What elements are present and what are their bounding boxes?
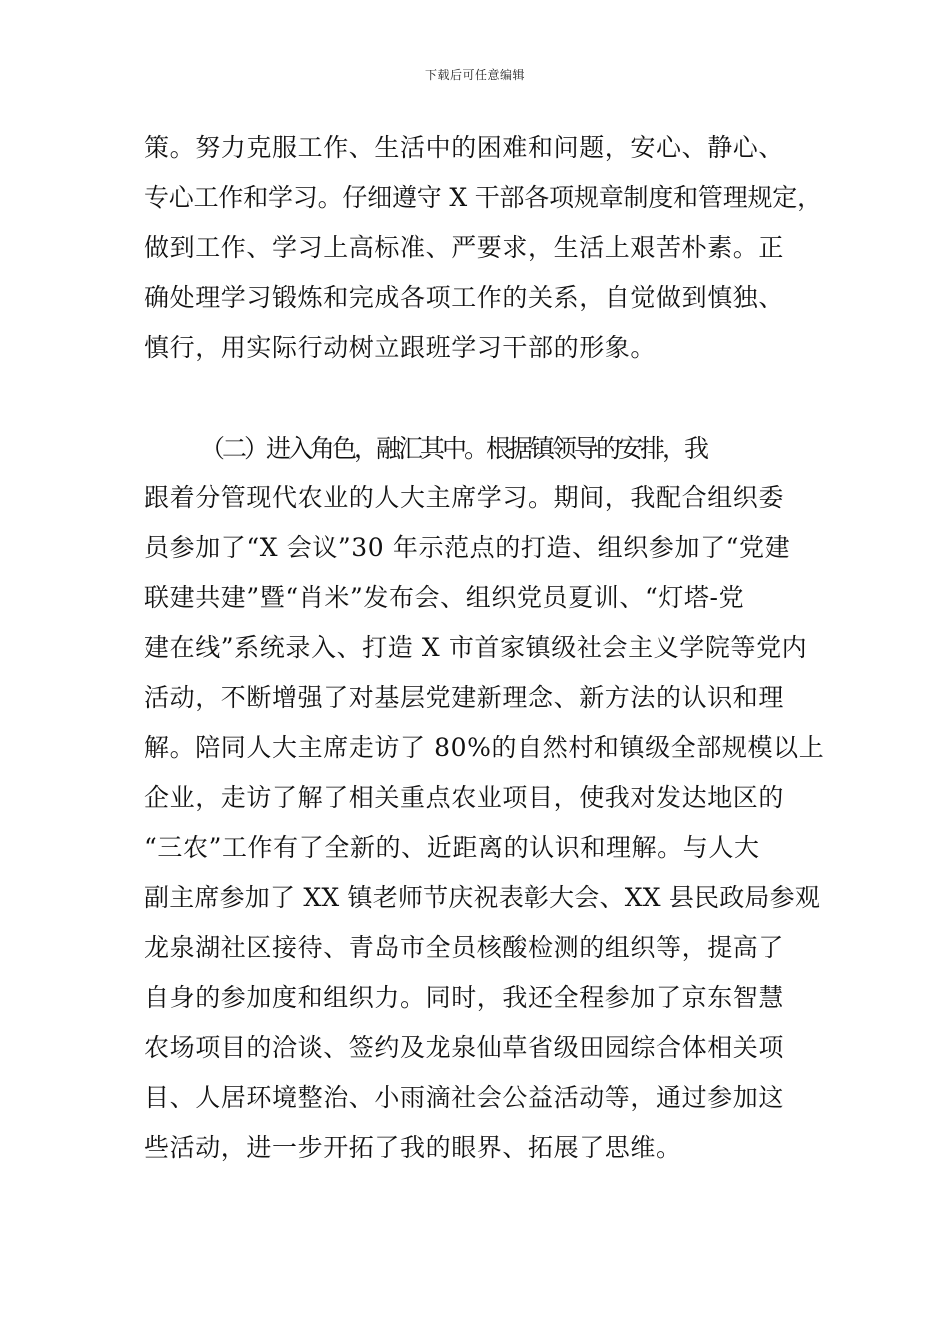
paragraph-line: 农场项目的洽谈、签约及龙泉仙草省级田园综合体相关项 (144, 1033, 785, 1062)
paragraph-line: 企业，走访了解了相关重点农业项目，使我对发达地区的 (144, 783, 785, 812)
paragraph-line: 副主席参加了 XX 镇老师节庆祝表彰大会、XX 县民政局参观 (144, 883, 821, 912)
paragraph-line: 员参加了“X 会议”30 年示范点的打造、组织参加了“党建 (144, 533, 791, 562)
paragraph-line: 解。陪同人大主席走访了 80%的自然村和镇级全部规模以上 (144, 733, 825, 762)
paragraph-line: 活动，不断增强了对基层党建新理念、新方法的认识和理 (144, 683, 785, 712)
paragraph-line: 跟着分管现代农业的人大主席学习。期间，我配合组织委 (144, 483, 785, 512)
paragraph-line: 目、人居环境整治、小雨滴社会公益活动等，通过参加这 (144, 1083, 785, 1112)
paragraph-line: “三农”工作有了全新的、近距离的认识和理解。与人大 (144, 833, 760, 862)
paragraph-line: （二）进入角色，融汇其中。根据镇领导的安排，我 (200, 434, 707, 463)
paragraph-line: 些活动，进一步开拓了我的眼界、拓展了思维。 (144, 1133, 682, 1162)
paragraph-line: 确处理学习锻炼和完成各项工作的关系，自觉做到慎独、 (144, 283, 785, 312)
paragraph-line: 做到工作、学习上高标准、严要求，生活上艰苦朴素。正 (144, 233, 785, 262)
page-header: 下载后可任意编辑 (424, 68, 525, 82)
paragraph-line: 专心工作和学习。仔细遵守 X 干部各项规章制度和管理规定， (144, 183, 822, 212)
paragraph-line: 联建共建”暨“肖米”发布会、组织党员夏训、“灯塔-党 (144, 583, 745, 612)
paragraph-line: 策。努力克服工作、生活中的困难和问题，安心、静心、 (144, 133, 785, 162)
paragraph-line: 自身的参加度和组织力。同时，我还全程参加了京东智慧 (144, 983, 785, 1012)
paragraph-line: 龙泉湖社区接待、青岛市全员核酸检测的组织等，提高了 (144, 933, 785, 962)
paragraph-line: 建在线”系统录入、打造 X 市首家镇级社会主义学院等党内 (144, 633, 808, 662)
paragraph-line: 慎行，用实际行动树立跟班学习干部的形象。 (144, 333, 657, 362)
